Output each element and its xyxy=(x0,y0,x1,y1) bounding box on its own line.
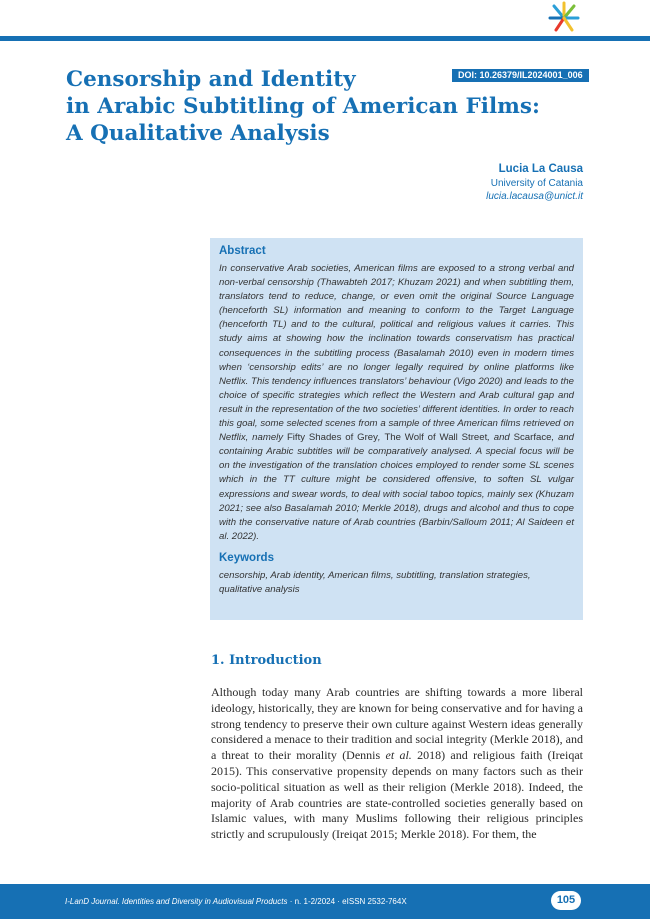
title-line: Censorship and Identity xyxy=(66,67,356,92)
footer-journal-name: I-LanD Journal. Identities and Diversity in Audiovisual Products xyxy=(65,897,288,906)
title-line: in Arabic Subtitling of American Films: xyxy=(66,94,540,119)
author-email-link[interactable]: lucia.lacausa@unict.it xyxy=(486,191,583,202)
keywords-heading: Keywords xyxy=(219,551,274,564)
page-number: 105 xyxy=(551,891,581,910)
footer-issue: · n. 1-2/2024 · eISSN 2532-764X xyxy=(287,897,407,906)
author-name: Lucia La Causa xyxy=(498,163,583,175)
body-text-italic: et al. xyxy=(385,748,412,763)
introduction-paragraph xyxy=(211,685,583,843)
section-heading-introduction: 1. Introduction xyxy=(211,653,322,668)
abstract-text xyxy=(219,262,574,544)
film-title: The Wolf of Wall Street xyxy=(384,432,488,444)
abstract-heading: Abstract xyxy=(219,245,266,257)
footer-journal-info xyxy=(65,896,407,907)
abstract-text-part: In conservative Arab societies, American films are exposed to a strong verbal and non-verbal censorship (Thawabteh 2017; Khuzam 2021) and when subtitling them, translators tend to reduce, change, or even omit the original Source Language (henceforth SL) information and meaning to conform to the Target Language (henceforth TL) and to the cultural, political and religious values it carries. This study aims at showing how the inclination towards conservatism has practical consequences in the subtitling process (Basalamah 2010) even in modern times when ‘censorship edits’ are no longer legally required by online platforms like Netflix. This tendency influences translators’ behaviour (Vigo 2020) and leads to the choice of specific strategies which reflect the Western and Arab cultural gap and result in the representation of the two societies’ different identities. In order to reach this goal, some selected scenes from a sample of three American films retrieved on Netflix, namely xyxy=(219,263,574,444)
film-title: Fifty Shades of Grey xyxy=(286,432,378,444)
film-title: Scarface xyxy=(513,432,552,444)
abstract-text-part: , xyxy=(377,432,385,444)
doi-badge[interactable]: DOI: 10.26379/IL2024001_006 xyxy=(452,69,589,82)
header-rule xyxy=(0,36,650,41)
page-footer xyxy=(0,884,650,919)
title-line: A Qualitative Analysis xyxy=(66,121,330,146)
body-text-part: Although today many Arab countries are shifting towards a more liberal ideology, historically, they are known for being conservative and for having a strong tendency to preserve their own culture against Western ideas generally considered a menace to their tradition and social integrity (Merkle 2018), and a threat to their morality (Dennis xyxy=(211,685,583,763)
author-affiliation: University of Catania xyxy=(490,178,583,189)
author-block xyxy=(486,162,583,203)
abstract-text-part: , and xyxy=(487,432,514,444)
abstract-box xyxy=(210,238,583,620)
abstract-text-part: , and containing Arabic subtitles will be comparatively analysed. A special focus will be on the investigation of the translation choices employed to render some SL scenes which in the TT culture might be considered offensive, to soften SL vulgar expressions and swear words, to deal with social taboo topics, mainly sex (Khuzam 2021; see also Basalamah 2010; Merkle 2018), drugs and alcohol and thus to cope with the conservative nature of Arab countries (Barbin/Salloum 2011; Al Saideen et al. 2022). xyxy=(219,432,574,542)
body-text-part: 2018) and religious faith (Ireiqat 2015). This conservative propensity depends on many factors such as their socio-political situation as well as their religion (Merkle 2018). Indeed, the majority of Arab countries are state-controlled societies generally based on Islamic values, with many Muslims following their religious principles strictly and scrupulously (Ireiqat 2015; Merkle 2018). For them, the xyxy=(211,748,583,842)
article-title xyxy=(66,66,540,147)
journal-logo-icon xyxy=(544,0,584,34)
keywords-text: censorship, Arab identity, American films, subtitling, translation strategies, qualitative analysis xyxy=(219,569,531,595)
